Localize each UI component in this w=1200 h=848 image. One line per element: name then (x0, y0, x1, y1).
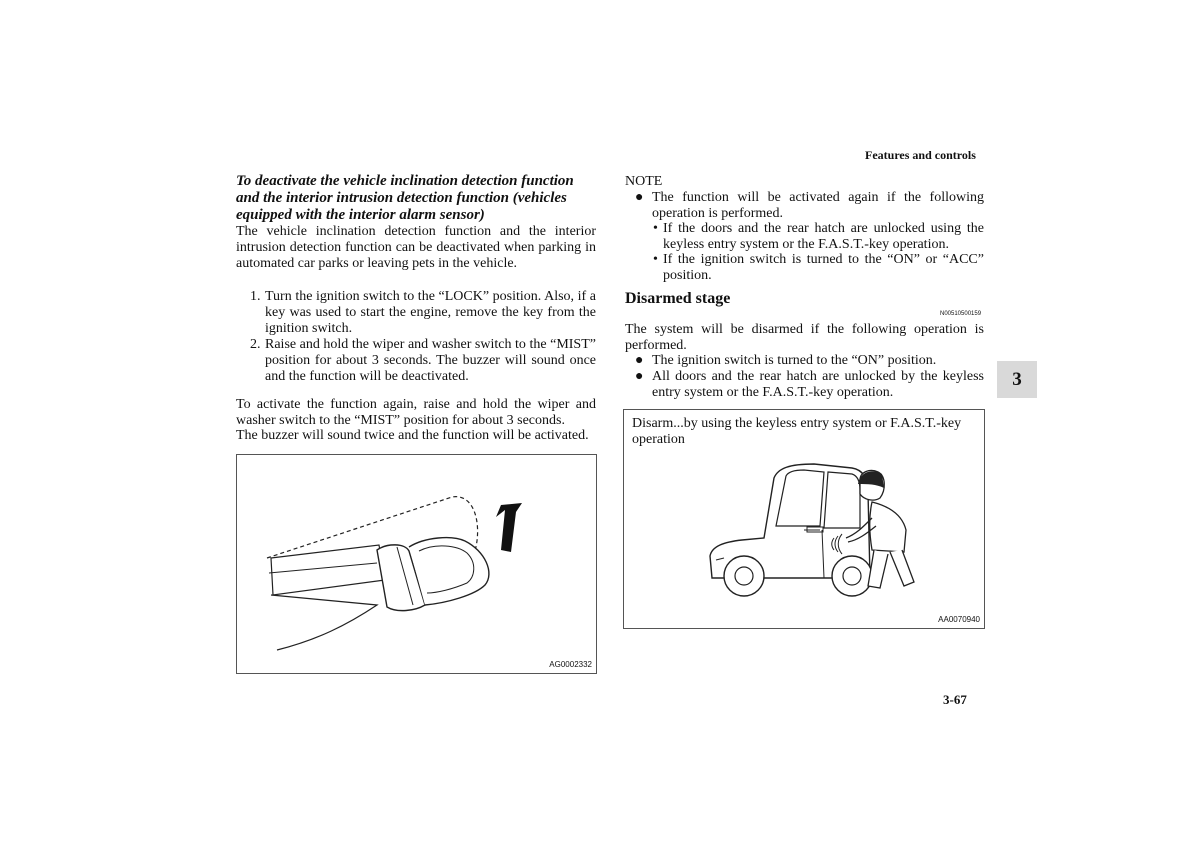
keyless-entry-illustration (624, 410, 984, 628)
bullet-icon: ● (635, 369, 644, 384)
reactivate-buzzer-text: The buzzer will sound twice and the function will be activated. (236, 428, 589, 443)
disarmed-stage-heading: Disarmed stage (625, 290, 731, 307)
disarm-bullet-text: The ignition switch is turned to the “ON” position. (652, 353, 937, 368)
reactivate-text: To activate the function again, raise and hold the wiper and washer switch to the “MIST” position for about 3 seconds. (236, 397, 596, 428)
note-sub-text: If the ignition switch is turned to the “ON” or “ACC” position. (663, 252, 984, 283)
wiper-switch-illustration (237, 455, 596, 673)
chapter-number: 3 (1012, 368, 1022, 390)
note-sub-text: If the doors and the rear hatch are unlocked using the keyless entry system or the F.A.S.T.-key operation. (663, 221, 984, 252)
figure-code: AG0002332 (549, 660, 592, 669)
page-number: 3-67 (943, 692, 967, 707)
step-2 (250, 337, 596, 385)
note-bullet-text: The function will be activated again if the following operation is performed. (652, 190, 984, 221)
note-label: NOTE (625, 174, 663, 189)
deactivation-heading: To deactivate the vehicle inclination detection function and the interior intrusion detection function (vehicles equipped with the interior alarm sensor) (236, 173, 574, 223)
step-number: 2. (250, 337, 261, 352)
sub-bullet-icon: • (653, 221, 658, 236)
heading-code: N00510500159 (940, 311, 982, 317)
figure-code: AA0070940 (938, 615, 980, 624)
step-text: Turn the ignition switch to the “LOCK” position. Also, if a key was used to start the engine, remove the key from the ignition switch. (265, 289, 596, 336)
keyless-entry-figure (623, 409, 985, 629)
note-sub-item (653, 221, 984, 253)
note-sub-item (653, 252, 984, 284)
bullet-icon: ● (635, 190, 644, 205)
disarmed-intro: The system will be disarmed if the following operation is performed. (625, 322, 984, 353)
step-1 (250, 289, 596, 337)
wiper-switch-figure (236, 454, 597, 674)
deactivation-intro: The vehicle inclination detection function and the interior intrusion detection function can be deactivated when parking in automated car parks or leaving pets in the vehicle. (236, 224, 596, 271)
disarm-bullet (635, 353, 984, 369)
step-text: Raise and hold the wiper and washer switch to the “MIST” position for about 3 seconds. The buzzer will sound once and the function will be deactivated. (265, 337, 596, 384)
step-number: 1. (250, 289, 261, 304)
figure-caption: Disarm...by using the keyless entry system or F.A.S.T.-key operation (632, 416, 962, 447)
disarm-bullet-text: All doors and the rear hatch are unlocked by the keyless entry system or the F.A.S.T.-key operation. (652, 369, 984, 400)
section-title: Features and controls (865, 148, 976, 162)
note-bullet (635, 190, 984, 222)
sub-bullet-icon: • (653, 252, 658, 267)
bullet-icon: ● (635, 353, 644, 368)
chapter-tab (997, 361, 1037, 398)
disarm-bullet (635, 369, 984, 401)
